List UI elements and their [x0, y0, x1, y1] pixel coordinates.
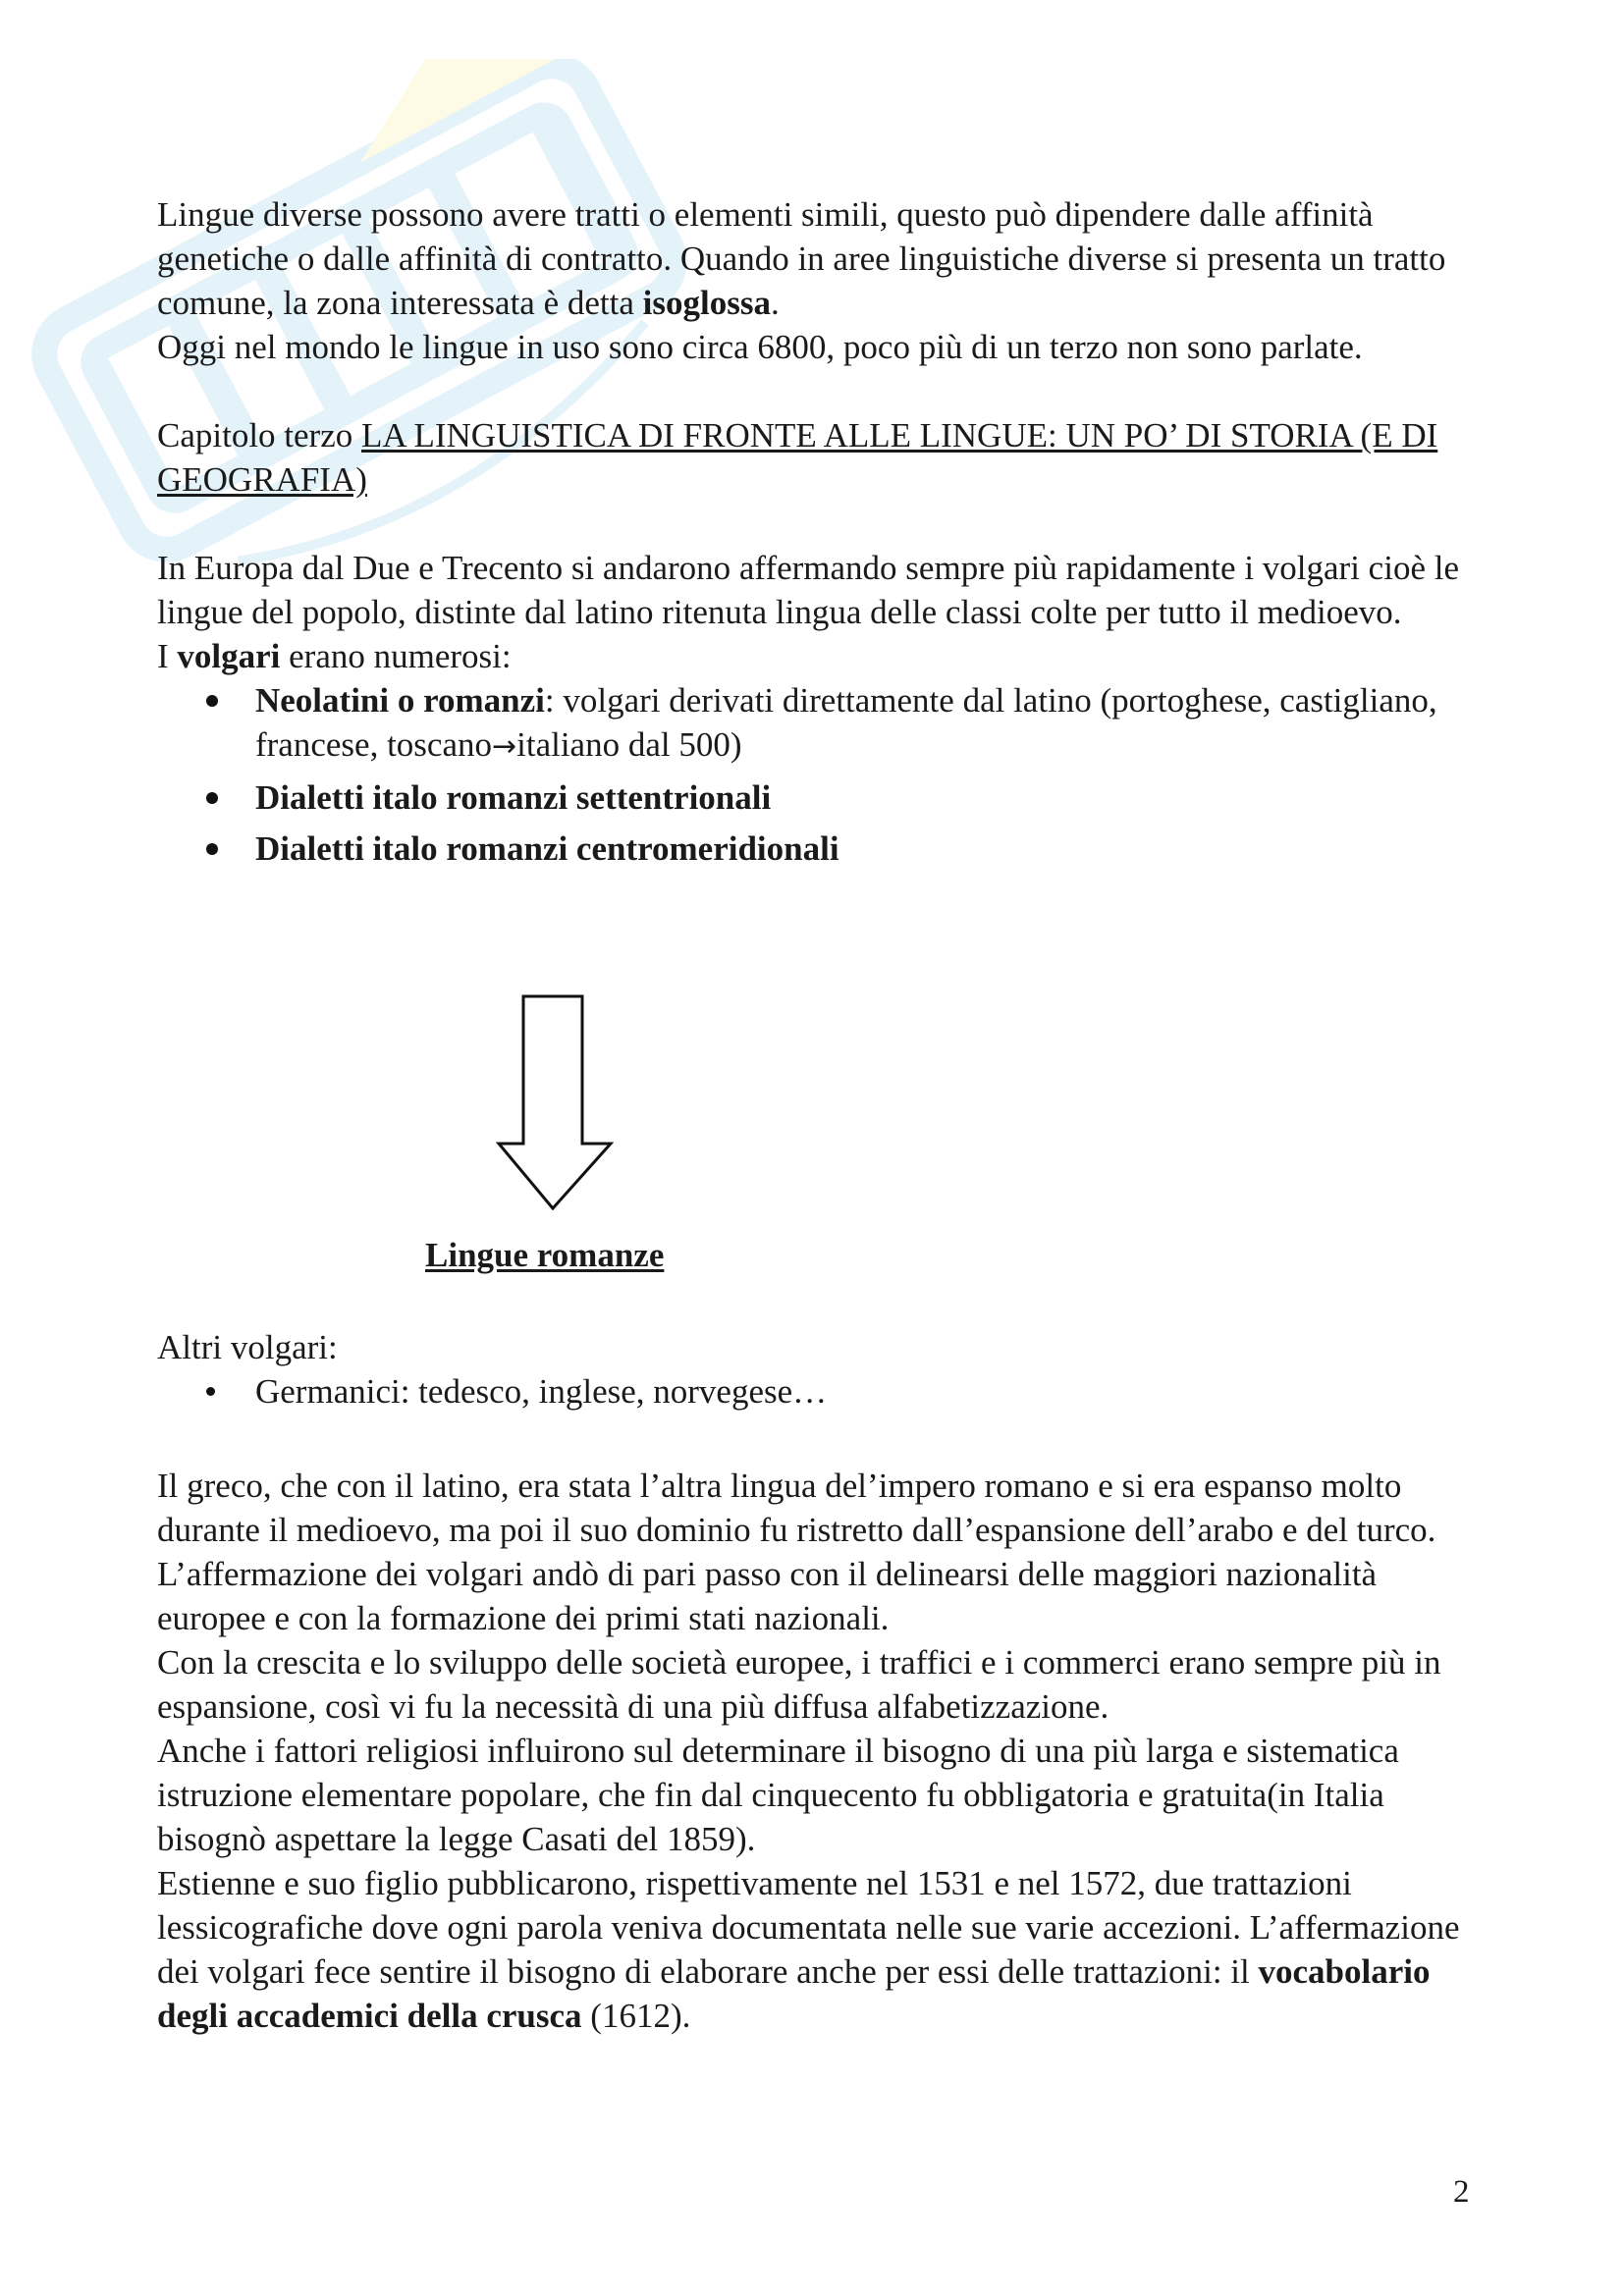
paragraph-affermazione: L’affermazione dei volgari andò di pari passo con il delinearsi delle maggiori nazionalità europee e con la formazione dei primi stati nazionali. [157, 1555, 1378, 1637]
altri-volgari-list [157, 1369, 1473, 1414]
volgari-intro: I volgari erano numerosi: [157, 637, 512, 675]
list-item: Dialetti italo romanzi settentrionali [157, 775, 1473, 820]
list-item: Dialetti italo romanzi centromeridionali [157, 827, 1473, 871]
term-isoglossa: isoglossa [642, 284, 771, 322]
paragraph-crescita: Con la crescita e lo sviluppo delle società europee, i traffici e i commerci erano sempre più in espansione, così vi fu la necessità di una più diffusa alfabetizzazione. [157, 1643, 1441, 1726]
paragraph-fattori-religiosi: Anche i fattori religiosi influirono sul determinare il bisogno di una più larga e sistematica istruzione elementare popolare, che fin dal cinquecento fu obbligatoria e gratuita(in Italia bisognò aspettare la legge Casati del 1859). [157, 1732, 1399, 1858]
bullet-icon [206, 695, 218, 707]
list-item: Germanici: tedesco, inglese, norvegese… [157, 1369, 1473, 1414]
bullet-icon [206, 1387, 215, 1396]
lingue-romanze-label: Lingue romanze [425, 1236, 665, 1274]
volgari-list [157, 678, 1473, 871]
paragraph-isoglossa: Lingue diverse possono avere tratti o elementi simili, questo può dipendere dalle affinità genetiche o dalle affinità di contratto. Quando in aree linguistiche diverse si presenta un tratto comune, la zona interessata è detta isoglossa. [157, 195, 1446, 322]
altri-volgari-heading: Altri volgari: [157, 1328, 338, 1366]
chapter-title: LA LINGUISTICA DI FRONTE ALLE LINGUE: UN PO’ DI STORIA (E DI GEOGRAFIA) [157, 416, 1438, 499]
paragraph-estienne: Estienne e suo figlio pubblicarono, rispettivamente nel 1531 e nel 1572, due trattazioni lessicografiche dove ogni parola veniva documentata nelle sue varie accezioni. L’affermazione dei volgari fece sentire il bisogno di elaborare anche per essi delle trattazioni: il vocabolario degli accademici della crusca (1612). [157, 1864, 1460, 2035]
paragraph-greco: Il greco, che con il latino, era stata l’altra lingua del’impero romano e si era espanso molto durante il medioevo, ma poi il suo dominio fu ristretto dall’espansione dell’arabo e del turco. [157, 1467, 1436, 1549]
bullet-icon [206, 792, 218, 804]
page-number: 2 [1453, 2174, 1470, 2210]
paragraph-lingue-count: Oggi nel mondo le lingue in uso sono circa 6800, poco più di un terzo non sono parlate. [157, 328, 1363, 366]
document-body-lower [157, 1325, 1473, 2038]
chapter-heading: Capitolo terzo LA LINGUISTICA DI FRONTE ALLE LINGUE: UN PO’ DI STORIA (E DI GEOGRAFIA) [157, 416, 1438, 499]
document-body [157, 192, 1473, 878]
bullet-icon [206, 843, 218, 855]
right-arrow-icon: → [491, 729, 517, 764]
term-vocabolario-crusca: vocabolario degli accademici della crusca [157, 1952, 1431, 2035]
paragraph-europa: In Europa dal Due e Trecento si andarono affermando sempre più rapidamente i volgari cioè le lingue del popolo, distinte dal latino ritenuta lingua delle classi colte per tutto il medioevo. [157, 549, 1459, 631]
down-arrow-icon [496, 994, 614, 1210]
list-item: Neolatini o romanzi: volgari derivati direttamente dal latino (portoghese, castigliano, francese, toscano→italiano dal 500) [157, 678, 1473, 769]
